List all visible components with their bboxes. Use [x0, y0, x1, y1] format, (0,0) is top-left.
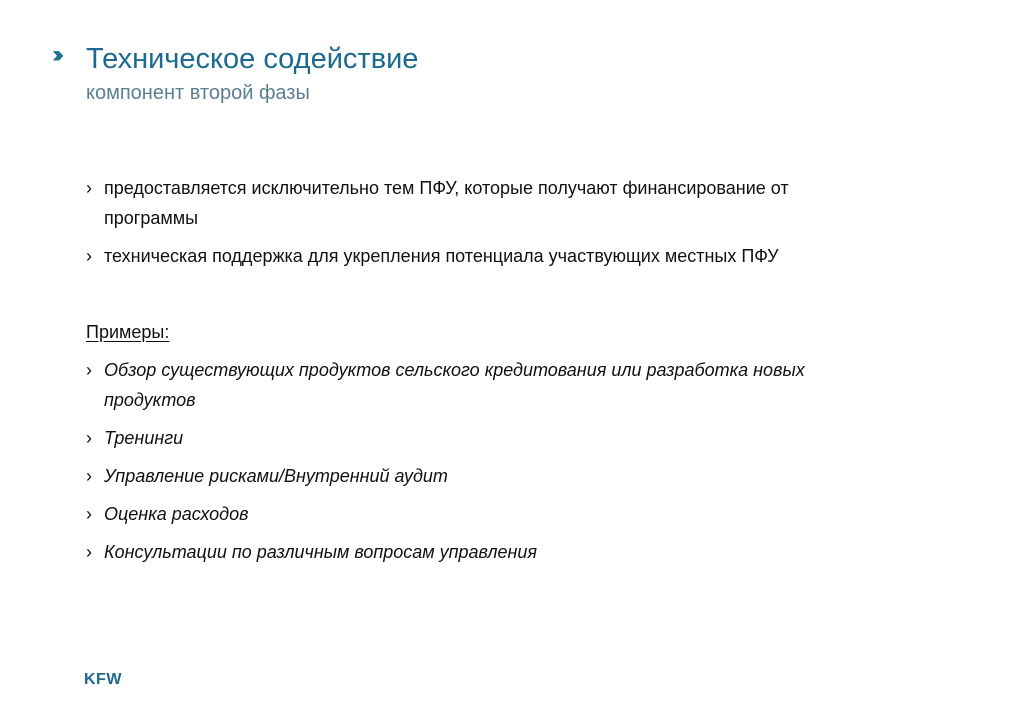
bullet-chevron-icon: ›	[86, 466, 92, 486]
bullet-item	[86, 173, 886, 233]
example-item	[86, 537, 906, 567]
kfw-logo: KFW	[84, 671, 122, 688]
example-item	[86, 461, 906, 491]
bullet-chevron-icon: ›	[86, 504, 92, 524]
bullet-text: предоставляется исключительно тем ПФУ, которые получают финансирование от программы	[104, 178, 789, 228]
example-text: Консультации по различным вопросам управления	[104, 542, 538, 562]
bullet-chevron-icon: ›	[86, 360, 92, 380]
slide-title: Техническое содействие	[86, 43, 419, 75]
example-item	[86, 355, 896, 415]
example-text: Тренинги	[104, 428, 184, 448]
bullet-chevron-icon: ›	[86, 246, 92, 266]
bullet-item	[86, 241, 906, 271]
example-text: Обзор существующих продуктов сельского кредитования или разработка новых продуктов	[104, 360, 805, 410]
bullet-chevron-icon: ›	[86, 178, 92, 198]
bullet-chevron-icon: ›	[86, 428, 92, 448]
example-item	[86, 423, 906, 453]
slide-subtitle: компонент второй фазы	[86, 82, 310, 104]
example-text: Управление рисками/Внутренний аудит	[104, 466, 448, 486]
examples-heading: Примеры:	[86, 322, 170, 342]
bullet-text: техническая поддержка для укрепления потенциала участвующих местных ПФУ	[104, 246, 779, 266]
example-text: Оценка расходов	[104, 504, 249, 524]
example-item	[86, 499, 906, 529]
bullet-chevron-icon: ›	[86, 542, 92, 562]
chevrons-icon: ›››	[52, 41, 58, 68]
